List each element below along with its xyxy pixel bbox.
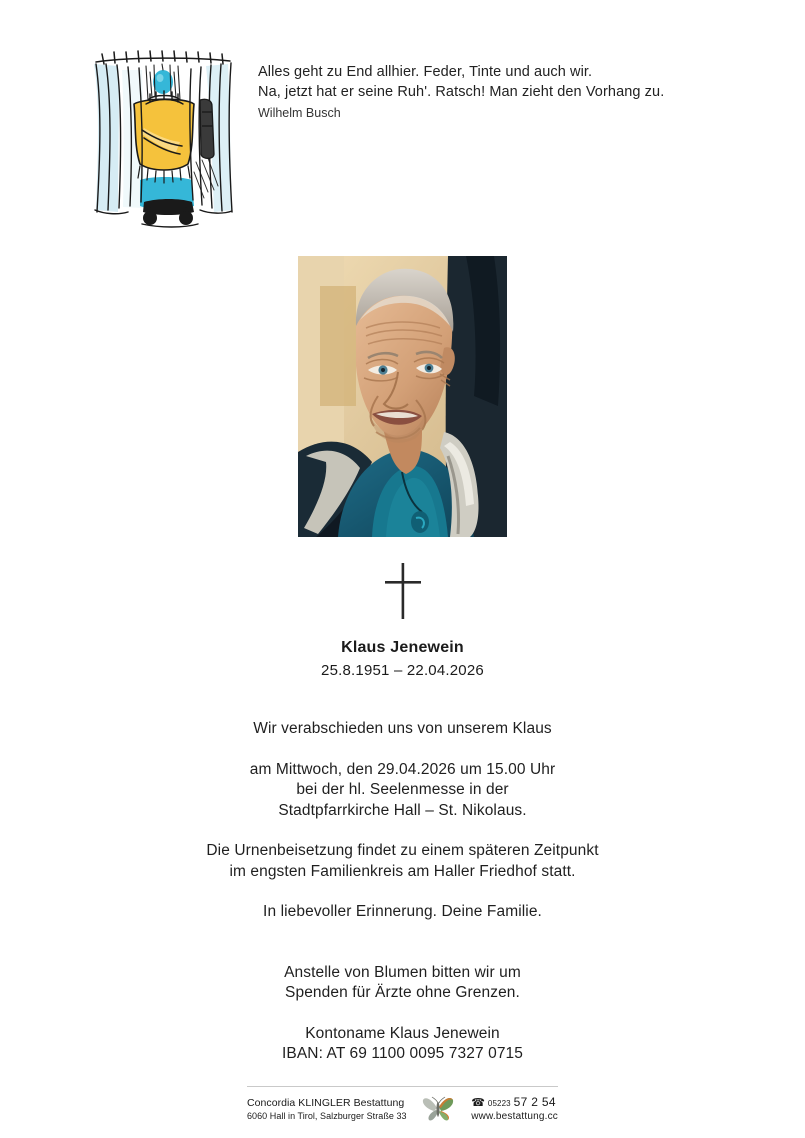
remembrance-paragraph: [0, 902, 805, 923]
donation-line-1: Anstelle von Blumen bitten wir um: [284, 963, 521, 981]
footer-website[interactable]: www.bestattung.cc: [471, 1110, 558, 1122]
deceased-name-block: [0, 637, 805, 682]
service-line-1: am Mittwoch, den 29.04.2026 um 15.00 Uhr: [249, 760, 556, 778]
farewell-paragraph: [0, 719, 805, 740]
burial-line-1: Die Urnenbeisetzung findet zu einem späteren Zeitpunkt: [206, 842, 599, 859]
portrait-photo: [298, 256, 507, 537]
remembrance-line: In liebevoller Erinnerung. Deine Familie.: [263, 903, 542, 920]
account-name: Kontoname Klaus Jenewein: [305, 1024, 500, 1042]
quote-line-2: Na, jetzt hat er seine Ruh'. Ratsch! Man zieht den Vorhang zu.: [258, 84, 665, 100]
quote-block: [258, 62, 738, 122]
spacer: [0, 923, 805, 963]
service-line-2: bei der hl. Seelenmesse in der: [296, 781, 509, 798]
footer-contact-block: [471, 1096, 558, 1123]
farewell-line: Wir verabschieden uns von unserem Klaus: [253, 720, 552, 737]
deceased-dates: 25.8.1951 – 22.04.2026: [321, 662, 484, 679]
christian-cross-icon: [0, 563, 805, 621]
deceased-name: Klaus Jenewein: [341, 639, 464, 656]
butterfly-logo: [422, 1095, 456, 1123]
account-iban: IBAN: AT 69 1100 0095 7327 0715: [282, 1045, 523, 1062]
footer-address: 6060 Hall in Tirol, Salzburger Straße 33: [247, 1110, 407, 1121]
quote-line-1: Alles geht zu End allhier. Feder, Tinte und auch wir.: [258, 64, 593, 80]
footer-company-block: [247, 1097, 407, 1122]
announcement-body: [0, 719, 805, 1065]
wilhelm-busch-curtain-illustration: [88, 42, 238, 232]
spacer: [0, 882, 805, 902]
footer: [247, 1092, 558, 1126]
service-line-3: Stadtpfarrkirche Hall – St. Nikolaus.: [278, 801, 527, 819]
footer-company-name: Concordia KLINGLER Bestattung: [247, 1096, 405, 1109]
footer-divider: [247, 1086, 558, 1087]
spacer: [0, 821, 805, 841]
service-paragraph: [0, 760, 805, 822]
burial-line-2: im engsten Familienkreis am Haller Friedhof statt.: [229, 862, 576, 880]
spacer: [0, 1004, 805, 1024]
donation-paragraph: [0, 963, 805, 1004]
footer-phone: [471, 1096, 558, 1110]
telephone-icon: ☎: [471, 1096, 485, 1109]
donation-line-2: Spenden für Ärzte ohne Grenzen.: [285, 984, 520, 1001]
phone-area-code: 05223: [487, 1098, 511, 1108]
phone-number: 57 2 54: [513, 1094, 556, 1109]
spacer: [0, 740, 805, 760]
burial-paragraph: [0, 841, 805, 882]
bank-details-paragraph: [0, 1024, 805, 1065]
quote-author: Wilhelm Busch: [258, 106, 341, 120]
